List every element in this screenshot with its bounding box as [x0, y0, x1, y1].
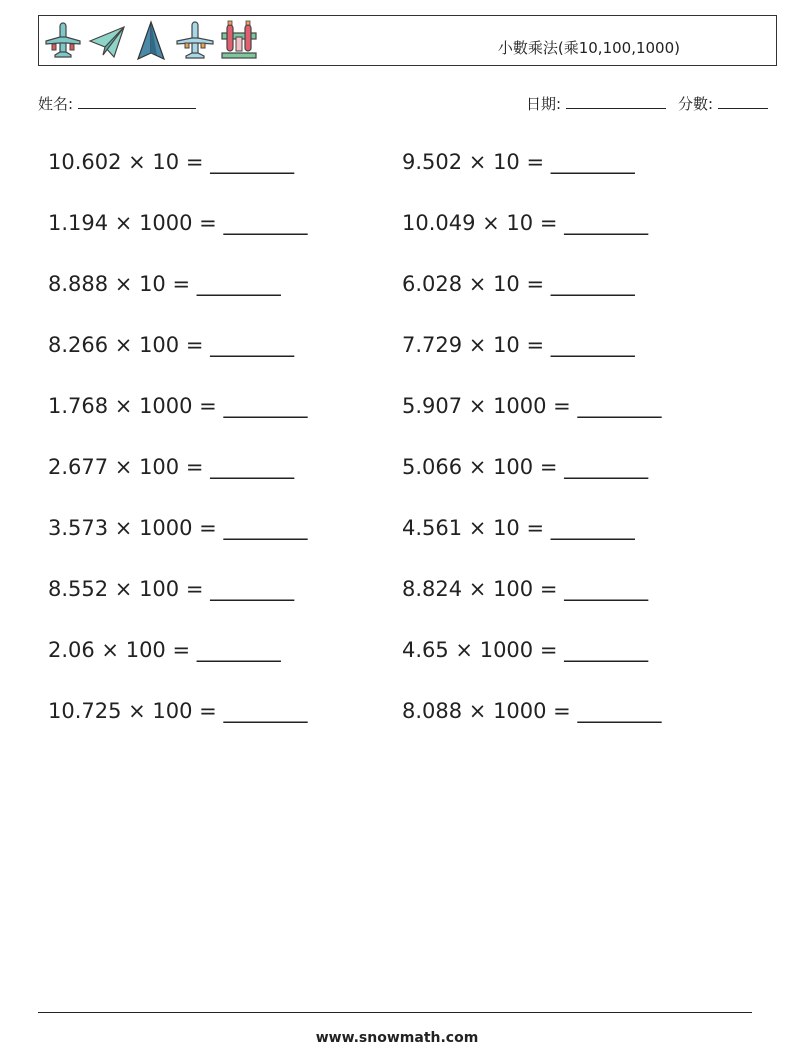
- score-blank[interactable]: [718, 94, 768, 109]
- footer-divider: [38, 1012, 752, 1013]
- problem-left-7: 3.573 × 1000 = ________: [48, 516, 308, 540]
- problem-left-3: 8.888 × 10 = ________: [48, 272, 281, 296]
- problem-left-6: 2.677 × 100 = ________: [48, 455, 295, 479]
- icon-strip: [43, 19, 263, 63]
- problem-left-5: 1.768 × 1000 = ________: [48, 394, 308, 418]
- name-label: 姓名:: [38, 95, 74, 113]
- problem-right-4: 7.729 × 10 = ________: [402, 333, 635, 357]
- footer-url: www.snowmath.com: [315, 1030, 479, 1046]
- problem-right-6: 5.066 × 100 = ________: [402, 455, 649, 479]
- problem-right-3: 6.028 × 10 = ________: [402, 272, 635, 296]
- problem-left-1: 10.602 × 10 = ________: [48, 150, 295, 174]
- problem-right-10: 8.088 × 1000 = ________: [402, 699, 662, 723]
- name-field[interactable]: [38, 93, 196, 114]
- worksheet-title: 小數乘法(乘10,100,1000): [497, 39, 680, 57]
- worksheet-header: [38, 15, 777, 66]
- problem-left-4: 8.266 × 100 = ________: [48, 333, 295, 357]
- problem-right-7: 4.561 × 10 = ________: [402, 516, 635, 540]
- date-field[interactable]: [526, 93, 666, 114]
- name-blank[interactable]: [78, 94, 196, 109]
- propeller-aircraft-icon: [219, 19, 259, 63]
- problem-right-5: 5.907 × 1000 = ________: [402, 394, 662, 418]
- problem-left-10: 10.725 × 100 = ________: [48, 699, 308, 723]
- problem-right-1: 9.502 × 10 = ________: [402, 150, 635, 174]
- problem-right-2: 10.049 × 10 = ________: [402, 211, 649, 235]
- score-field[interactable]: [678, 93, 768, 114]
- paper-plane-icon: [87, 19, 127, 63]
- airplane-icon: [175, 19, 215, 63]
- problem-right-9: 4.65 × 1000 = ________: [402, 638, 649, 662]
- airplane-icon: [43, 19, 83, 63]
- date-blank[interactable]: [566, 94, 666, 109]
- problem-left-2: 1.194 × 1000 = ________: [48, 211, 308, 235]
- problem-left-8: 8.552 × 100 = ________: [48, 577, 295, 601]
- date-label: 日期:: [526, 95, 562, 113]
- paper-dart-icon: [131, 19, 171, 63]
- problem-left-9: 2.06 × 100 = ________: [48, 638, 281, 662]
- score-label: 分數:: [678, 95, 714, 113]
- problem-right-8: 8.824 × 100 = ________: [402, 577, 649, 601]
